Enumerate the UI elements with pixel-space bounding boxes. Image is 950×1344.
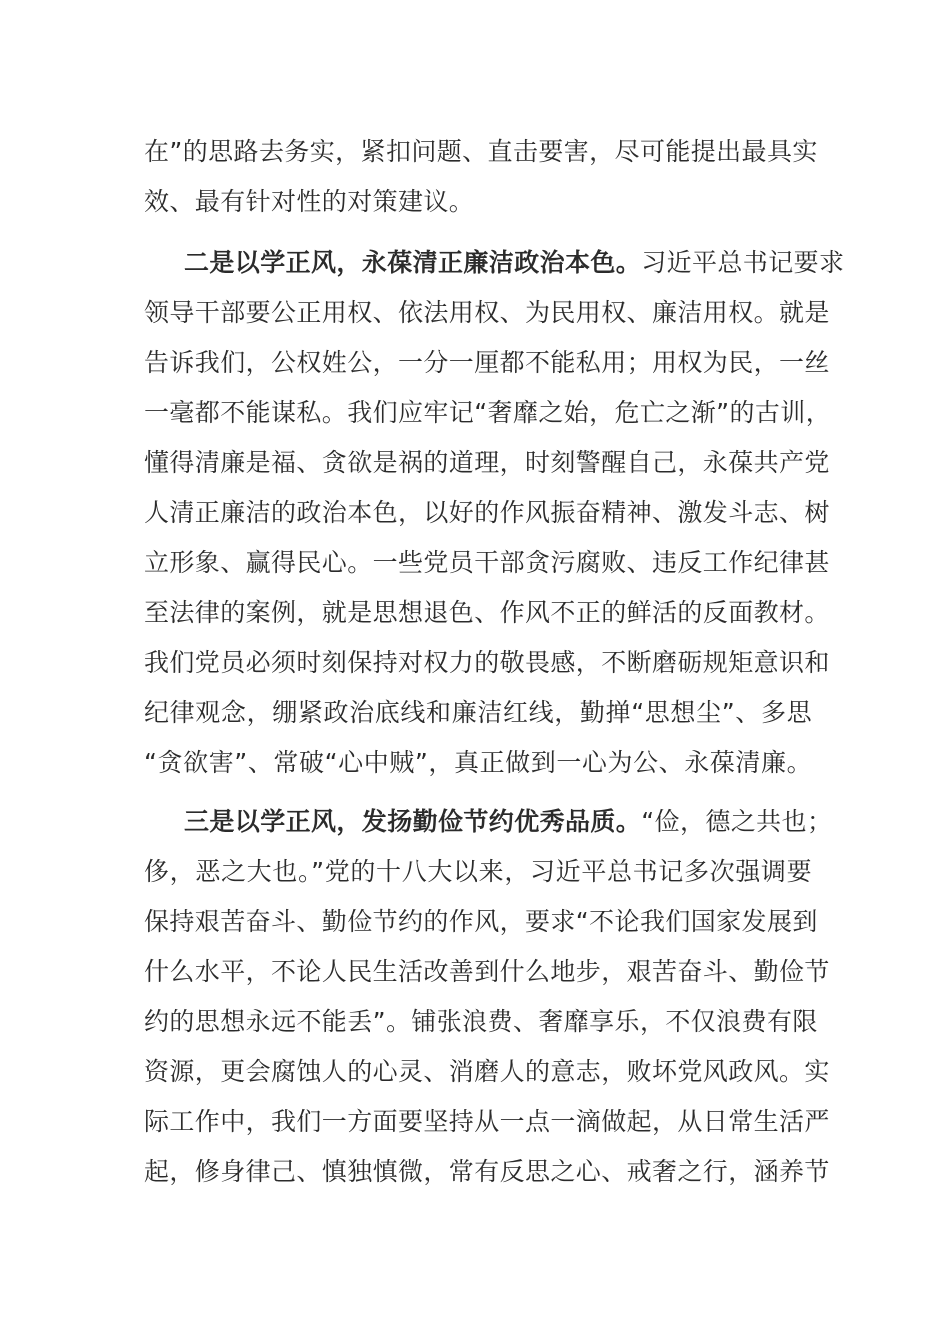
paragraph-2-line: 一毫都不能谋私。我们应牢记“奢靡之始，危亡之渐”的古训，	[144, 398, 832, 427]
paragraph-3-line: 什么水平，不论人民生活改善到什么地步，艰苦奋斗、勤俭节	[144, 957, 830, 986]
paragraph-2	[144, 238, 845, 788]
paragraph-2-line: 领导干部要公正用权、依法用权、为民用权、廉洁用权。就是	[144, 298, 830, 327]
paragraph-3-line: 保持艰苦奋斗、勤俭节约的作风，要求“不论我们国家发展到	[144, 907, 818, 936]
paragraph-2-line: “贪欲害”、常破“心中贼”，真正做到一心为公、永葆清廉。	[144, 748, 812, 777]
paragraph-2-line: 至法律的案例，就是思想退色、作风不正的鲜活的反面教材。	[144, 598, 830, 627]
paragraph-3-first-line-rest: “俭，德之共也；	[641, 807, 833, 836]
paragraph-3-line: 资源，更会腐蚀人的心灵、消磨人的意志，败坏党风政风。实	[144, 1057, 830, 1086]
paragraph-1-line: 效、最有针对性的对策建议。	[144, 187, 475, 216]
paragraph-2-line: 人清正廉洁的政治本色，以好的作风振奋精神、激发斗志、树	[144, 498, 830, 527]
paragraph-2-line: 懂得清廉是福、贪欲是祸的道理，时刻警醒自己，永葆共产党	[144, 448, 830, 477]
paragraph-2-line: 纪律观念，绷紧政治底线和廉洁红线，勤掸“思想尘”、多思	[144, 698, 812, 727]
paragraph-1-line: 在”的思路去务实，紧扣问题、直击要害，尽可能提出最具实	[144, 137, 818, 166]
paragraph-3-line: 际工作中，我们一方面要坚持从一点一滴做起，从日常生活严	[144, 1107, 830, 1136]
paragraph-2-line: 立形象、赢得民心。一些党员干部贪污腐败、违反工作纪律甚	[144, 548, 830, 577]
paragraph-3-line: 起，修身律己、慎独慎微，常有反思之心、戒奢之行，涵养节	[144, 1157, 830, 1186]
paragraph-3-line: 侈，恶之大也。”党的十八大以来，习近平总书记多次强调要	[144, 857, 812, 886]
paragraph-2-heading: 二是以学正风，永葆清正廉洁政治本色。	[184, 248, 642, 277]
paragraph-3-first-line	[144, 797, 833, 847]
paragraph-3-heading: 三是以学正风，发扬勤俭节约优秀品质。	[184, 807, 642, 836]
paragraph-2-first-line-rest: 习近平总书记要求	[641, 248, 845, 277]
paragraph-2-line: 告诉我们，公权姓公，一分一厘都不能私用；用权为民，一丝	[144, 348, 830, 377]
paragraph-2-line: 我们党员必须时刻保持对权力的敬畏感，不断磨砺规矩意识和	[144, 648, 830, 677]
paragraph-3-line: 约的思想永远不能丢”。铺张浪费、奢靡享乐，不仅浪费有限	[144, 1007, 818, 1036]
paragraph-2-first-line	[144, 238, 845, 288]
paragraph-3	[144, 797, 833, 1197]
paragraph-1	[144, 127, 818, 227]
